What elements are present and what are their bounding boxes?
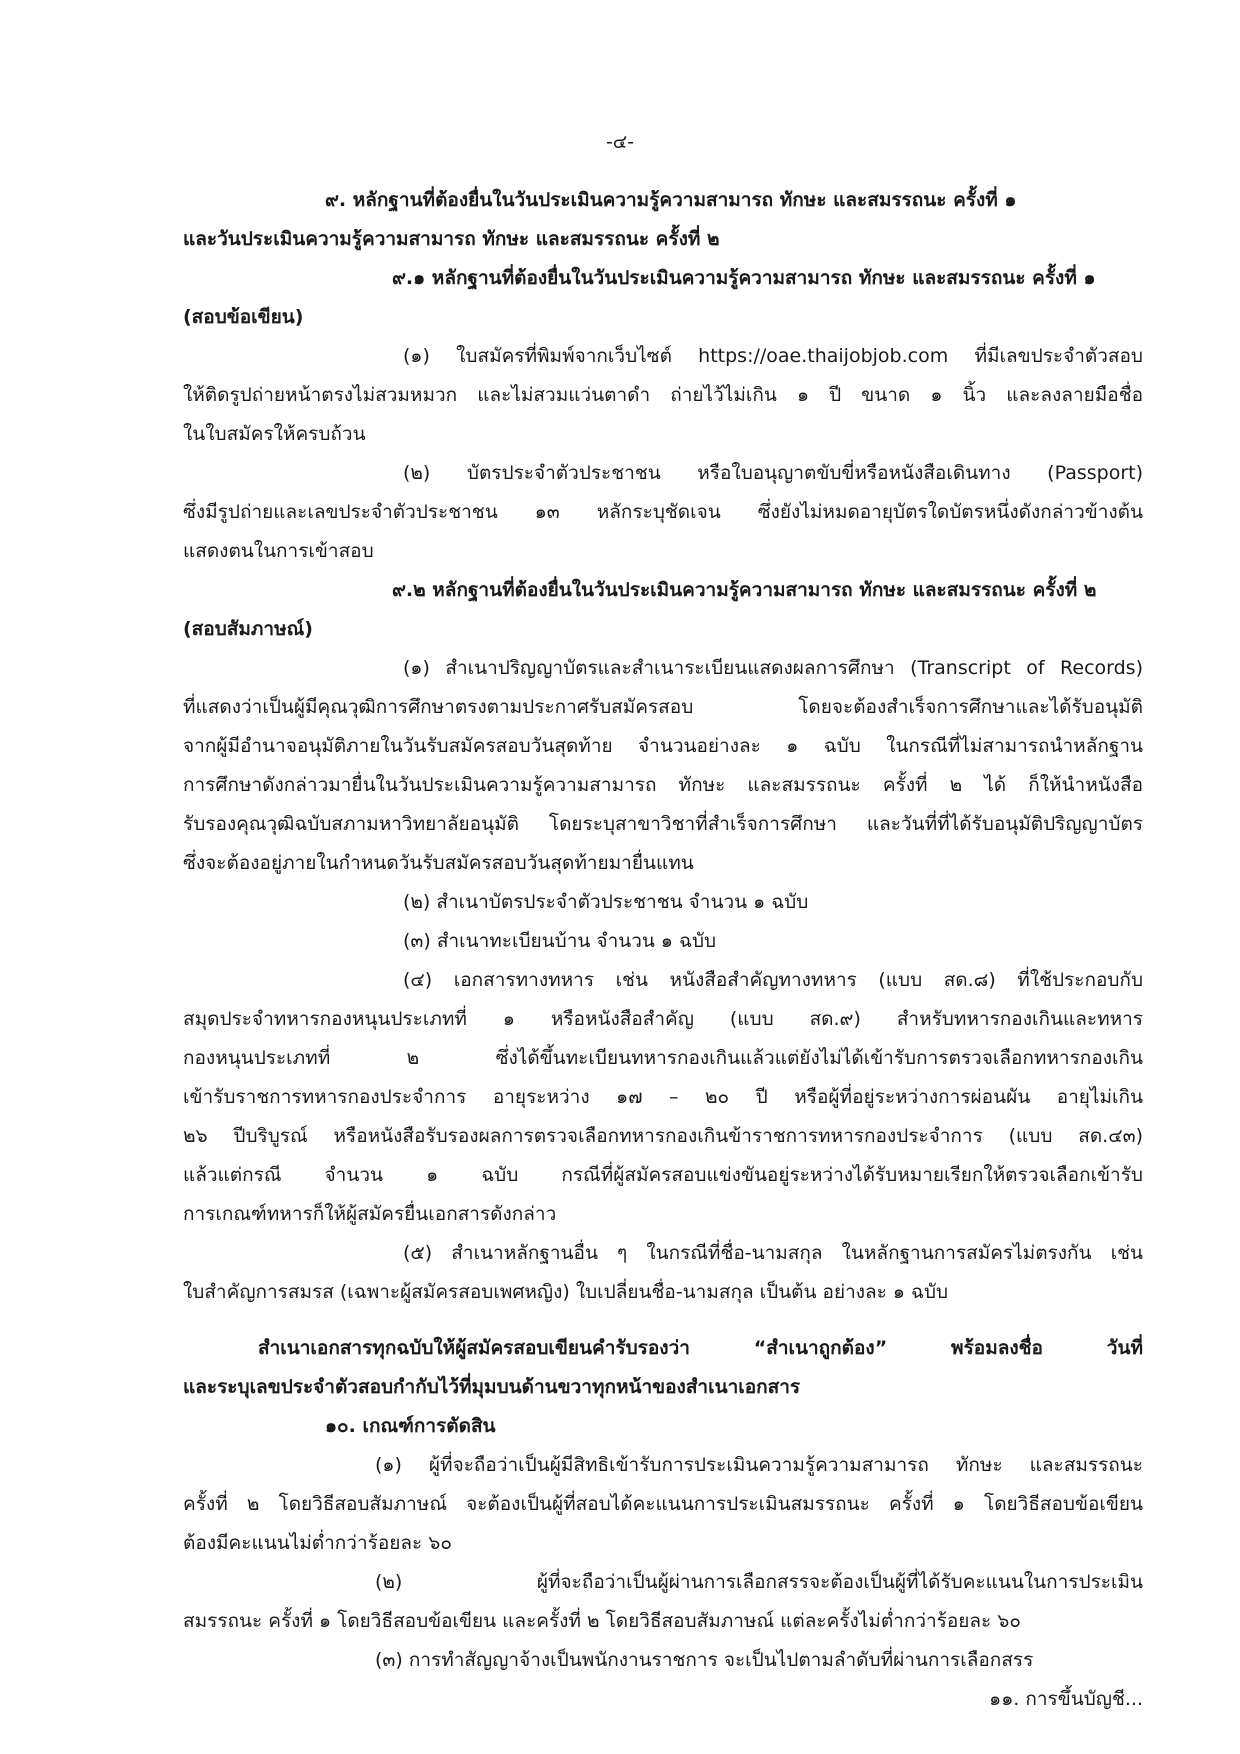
paragraph-line: แสดงตนในการเข้าสอบ [183, 540, 374, 562]
section-9-heading-cont: และวันประเมินความรู้ความสามารถ ทักษะ และสมรรถนะ ครั้งที่ ๒ [183, 228, 720, 250]
paragraph-line: (๑) ผู้ที่จะถือว่าเป็นผู้มีสิทธิเข้ารับการประเมินความรู้ความสามารถ ทักษะ และสมรรถนะ [375, 1454, 1143, 1476]
paragraph-line: (๒) สำเนาบัตรประจำตัวประชาชน จำนวน ๑ ฉบับ [403, 891, 809, 913]
paragraph-line: แล้วแต่กรณี จำนวน ๑ ฉบับ กรณีที่ผู้สมัครสอบแข่งขันอยู่ระหว่างได้รับหมายเรียกให้ตรวจเลือกเข้ารับ [183, 1164, 1143, 1186]
paragraph-line: ซึ่งจะต้องอยู่ภายในกำหนดวันรับสมัครสอบวันสุดท้ายมายื่นแทน [183, 852, 694, 874]
paragraph-line: ให้ติดรูปถ่ายหน้าตรงไม่สวมหมวก และไม่สวมแว่นตาดำ ถ่ายไว้ไม่เกิน ๑ ปี ขนาด ๑ นิ้ว และลงลายมือชื่อ [183, 384, 1143, 406]
paragraph-line: (๒) บัตรประจำตัวประชาชน หรือใบอนุญาตขับขี่หรือหนังสือเดินทาง (Passport) [403, 462, 1143, 484]
continuation-note: ๑๑. การขึ้นบัญชี... [989, 1688, 1143, 1710]
paragraph-line: ซึ่งมีรูปถ่ายและเลขประจำตัวประชาชน ๑๓ หลักระบุชัดเจน ซึ่งยังไม่หมดอายุบัตรใดบัตรหนึ่งดังกล่าวข้างต้น [183, 501, 1143, 523]
paragraph-line: ครั้งที่ ๒ โดยวิธีสอบสัมภาษณ์ จะต้องเป็นผู้ที่สอบได้คะแนนการประเมินสมรรถนะ ครั้งที่ ๑ โดยวิธีสอบข้อเขียน [183, 1493, 1143, 1515]
paragraph-line: สมรรถนะ ครั้งที่ ๑ โดยวิธีสอบข้อเขียน และครั้งที่ ๒ โดยวิธีสอบสัมภาษณ์ แต่ละครั้งไม่ต่ำกว่าร้อยละ ๖๐ [183, 1610, 1021, 1632]
paragraph-line: ๒๖ ปีบริบูรณ์ หรือหนังสือรับรองผลการตรวจเลือกทหารกองเกินข้าราชการทหารกองประจำการ (แบบ สด.๔๓) [183, 1125, 1143, 1147]
paragraph-line: (๕) สำเนาหลักฐานอื่น ๆ ในกรณีที่ชื่อ-นามสกุล ในหลักฐานการสมัครไม่ตรงกัน เช่น [403, 1242, 1143, 1264]
paragraph-line: การศึกษาดังกล่าวมายื่นในวันประเมินความรู้ความสามารถ ทักษะ และสมรรถนะ ครั้งที่ ๒ ได้ ก็ให้นำหนังสือ [183, 774, 1143, 796]
section-10-heading: ๑๐. เกณฑ์การตัดสิน [325, 1415, 496, 1437]
paragraph-line: กองหนุนประเภทที่ ๒ ซึ่งได้ขึ้นทะเบียนทหารกองเกินแล้วแต่ยังไม่ได้เข้ารับการตรวจเลือกทหารกองเกิน [183, 1047, 1143, 1069]
paragraph-line: การเกณฑ์ทหารก็ให้ผู้สมัครยื่นเอกสารดังกล่าว [183, 1203, 557, 1225]
paragraph-line: (๓) การทำสัญญาจ้างเป็นพนักงานราชการ จะเป็นไปตามลำดับที่ผ่านการเลือกสรร [375, 1649, 1034, 1671]
copy-certification-note-cont: และระบุเลขประจำตัวสอบกำกับไว้ที่มุมบนด้านขวาทุกหน้าของสำเนาเอกสาร [183, 1376, 801, 1398]
section-9-heading: ๙. หลักฐานที่ต้องยื่นในวันประเมินความรู้ความสามารถ ทักษะ และสมรรถนะ ครั้งที่ ๑ [325, 189, 1017, 211]
paragraph-line: (๓) สำเนาทะเบียนบ้าน จำนวน ๑ ฉบับ [403, 930, 717, 952]
paragraph-line: (๔) เอกสารทางทหาร เช่น หนังสือสำคัญทางทหาร (แบบ สด.๘) ที่ใช้ประกอบกับ [403, 969, 1143, 991]
paragraph-line: ใบสำคัญการสมรส (เฉพาะผู้สมัครสอบเพศหญิง) ใบเปลี่ยนชื่อ-นามสกุล เป็นต้น อย่างละ ๑ ฉบับ [183, 1281, 949, 1303]
copy-certification-note: สำเนาเอกสารทุกฉบับให้ผู้สมัครสอบเขียนคำรับรองว่า “สำเนาถูกต้อง” พร้อมลงชื่อ วันที่ [258, 1337, 1143, 1359]
paragraph-line: รับรองคุณวุฒิฉบับสภามหาวิทยาลัยอนุมัติ โดยระบุสาขาวิชาที่สำเร็จการศึกษา และวันที่ที่ได้รับอนุมัติปริญญาบัตร [183, 813, 1143, 835]
paragraph-line: (๒) ผู้ที่จะถือว่าเป็นผู้ผ่านการเลือกสรรจะต้องเป็นผู้ที่ได้รับคะแนนในการประเมิน [375, 1571, 1143, 1593]
paragraph-line: (๑) ใบสมัครที่พิมพ์จากเว็บไซต์ https://oae.thaijobjob.com ที่มีเลขประจำตัวสอบ [403, 345, 1143, 367]
paragraph-line: สมุดประจำทหารกองหนุนประเภทที่ ๑ หรือหนังสือสำคัญ (แบบ สด.๙) สำหรับทหารกองเกินและทหาร [183, 1008, 1143, 1030]
section-9-2-heading: ๙.๒ หลักฐานที่ต้องยื่นในวันประเมินความรู้ความสามารถ ทักษะ และสมรรถนะ ครั้งที่ ๒ [392, 579, 1097, 601]
paragraph-line: ที่แสดงว่าเป็นผู้มีคุณวุฒิการศึกษาตรงตามประกาศรับสมัครสอบ โดยจะต้องสำเร็จการศึกษาและได้รับอนุมัติ [183, 696, 1143, 718]
page-number: -๔- [605, 131, 635, 153]
paragraph-line: ในใบสมัครให้ครบถ้วน [183, 423, 366, 445]
section-9-1-subtitle: (สอบข้อเขียน) [183, 306, 304, 328]
paragraph-line: ต้องมีคะแนนไม่ต่ำกว่าร้อยละ ๖๐ [183, 1532, 452, 1554]
section-9-1-heading: ๙.๑ หลักฐานที่ต้องยื่นในวันประเมินความรู้ความสามารถ ทักษะ และสมรรถนะ ครั้งที่ ๑ [392, 267, 1096, 289]
paragraph-line: จากผู้มีอำนาจอนุมัติภายในวันรับสมัครสอบวันสุดท้าย จำนวนอย่างละ ๑ ฉบับ ในกรณีที่ไม่สามารถนำหลักฐาน [183, 735, 1143, 757]
section-9-2-subtitle: (สอบสัมภาษณ์) [183, 618, 313, 640]
paragraph-line: เข้ารับราชการทหารกองประจำการ อายุระหว่าง ๑๗ – ๒๐ ปี หรือผู้ที่อยู่ระหว่างการผ่อนผัน อายุไม่เกิน [183, 1086, 1143, 1108]
paragraph-line: (๑) สำเนาปริญญาบัตรและสำเนาระเบียนแสดงผลการศึกษา (Transcript of Records) [403, 657, 1143, 679]
